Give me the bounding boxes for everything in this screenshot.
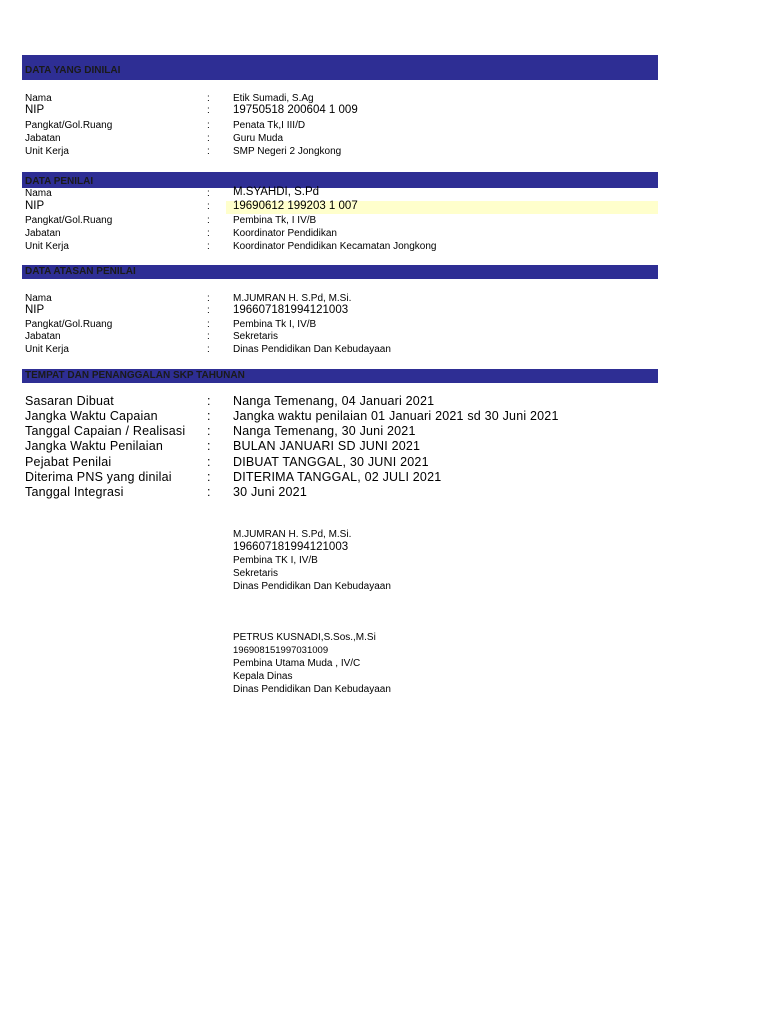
field-value: M.SYAHDI, S.Pd [233,186,320,198]
field-colon: : [207,485,211,499]
field-label: Jangka Waktu Capaian [25,409,158,423]
field-value: Penata Tk,I III/D [233,120,306,131]
field-label: Pangkat/Gol.Ruang [25,120,113,131]
field-row-nama [25,187,665,201]
signature-nip: 196607181994121003 [233,541,349,553]
field-value: Guru Muda [233,133,284,144]
field-colon: : [207,215,210,226]
field-label: Tanggal Integrasi [25,485,124,499]
field-value: 19750518 200604 1 009 [233,104,358,116]
section-title: TEMPAT DAN PENANGGALAN SKP TAHUNAN [25,370,245,381]
field-row-pangkat [25,119,665,133]
field-colon: : [207,319,210,330]
field-value: BULAN JANUARI SD JUNI 2021 [233,439,421,453]
field-colon: : [207,305,210,316]
field-label: Tanggal Capaian / Realisasi [25,424,186,438]
signature-unit: Dinas Pendidikan Dan Kebudayaan [233,581,391,592]
field-colon: : [207,331,210,342]
field-colon: : [207,470,211,484]
field-row-tanggal-capaian [25,424,665,438]
field-colon: : [207,133,210,144]
field-value: Etik Sumadi, S.Ag [233,93,314,104]
signature-name: M.JUMRAN H. S.Pd, M.Si. [233,529,352,540]
section-header-dinilai [22,55,658,80]
signature-position: Kepala Dinas [233,671,293,682]
signature-rank: Pembina Utama Muda , IV/C [233,658,361,669]
field-label: Sasaran Dibuat [25,394,114,408]
field-colon: : [207,394,211,408]
field-row-nip [25,200,665,214]
field-colon: : [207,188,210,199]
field-value: M.JUMRAN H. S.Pd, M.Si. [233,293,352,304]
field-label: Jangka Waktu Penilaian [25,439,164,453]
field-colon: : [207,241,210,252]
signature-rank: Pembina TK I, IV/B [233,555,318,566]
field-colon: : [207,120,210,131]
field-colon: : [207,455,211,469]
field-row-unit-kerja [25,145,665,159]
field-row-jabatan [25,227,665,241]
field-label: Unit Kerja [25,241,69,252]
field-value: SMP Negeri 2 Jongkong [233,146,342,157]
field-colon: : [207,93,210,104]
field-row-jangka-waktu-penilaian [25,439,665,453]
field-row-nip [25,304,665,318]
field-label: Jabatan [25,133,61,144]
field-value: Pembina Tk I, IV/B [233,319,317,330]
field-colon: : [207,228,210,239]
field-value: Pembina Tk, I IV/B [233,215,317,226]
field-row-tanggal-integrasi [25,485,665,499]
field-row-nip [25,104,665,118]
field-row-pejabat-penilai [25,455,665,469]
field-label: Jabatan [25,228,61,239]
section-title: DATA ATASAN PENILAI [25,266,136,277]
field-colon: : [207,409,211,423]
section-header-atasan [22,265,658,279]
field-row-pangkat [25,214,665,228]
field-label: Nama [25,93,52,104]
field-label: Nama [25,293,52,304]
field-row-diterima-pns [25,470,665,484]
field-colon: : [207,105,210,116]
field-value: Jangka waktu penilaian 01 Januari 2021 sd 30 Juni 2021 [233,409,559,423]
field-colon: : [207,344,210,355]
field-value: Nanga Temenang, 30 Juni 2021 [233,424,416,438]
section-header-tempat [22,369,658,383]
field-label: Diterima PNS yang dinilai [25,470,172,484]
field-label: NIP [25,104,45,116]
field-row-unit-kerja [25,240,665,254]
signature-position: Sekretaris [233,568,279,579]
field-value: Koordinator Pendidikan [233,228,337,239]
field-label: Pangkat/Gol.Ruang [25,215,113,226]
section-title: DATA PENILAI [25,176,94,187]
field-row-jabatan [25,132,665,146]
field-colon: : [207,146,210,157]
field-label: Unit Kerja [25,344,69,355]
field-colon: : [207,424,211,438]
signature-name: PETRUS KUSNADI,S.Sos.,M.Si [233,632,376,643]
field-row-unit-kerja [25,343,665,357]
field-row-sasaran-dibuat [25,394,665,408]
section-header-penilai [22,172,658,188]
field-label: Pejabat Penilai [25,455,112,469]
field-row-jangka-waktu-capaian [25,409,665,423]
field-label: Unit Kerja [25,146,69,157]
signature-unit: Dinas Pendidikan Dan Kebudayaan [233,684,391,695]
field-row-jabatan [25,330,665,344]
field-value: 30 Juni 2021 [233,485,307,499]
field-colon: : [207,293,210,304]
field-value: Nanga Temenang, 04 Januari 2021 [233,394,435,408]
field-value: DITERIMA TANGGAL, 02 JULI 2021 [233,470,442,484]
field-colon: : [207,201,210,212]
field-value: 196607181994121003 [233,304,349,316]
field-label: NIP [25,200,45,212]
field-label: Pangkat/Gol.Ruang [25,319,113,330]
field-colon: : [207,439,211,453]
field-value: Dinas Pendidikan Dan Kebudayaan [233,344,391,355]
section-title: DATA YANG DINILAI [25,65,121,76]
field-label: NIP [25,304,45,316]
field-label: Nama [25,188,52,199]
field-label: Jabatan [25,331,61,342]
signature-nip: 196908151997031009 [233,645,329,656]
field-value: 19690612 199203 1 007 [233,200,358,212]
field-value: Sekretaris [233,331,279,342]
field-value: DIBUAT TANGGAL, 30 JUNI 2021 [233,455,429,469]
field-value: Koordinator Pendidikan Kecamatan Jongkong [233,241,437,252]
